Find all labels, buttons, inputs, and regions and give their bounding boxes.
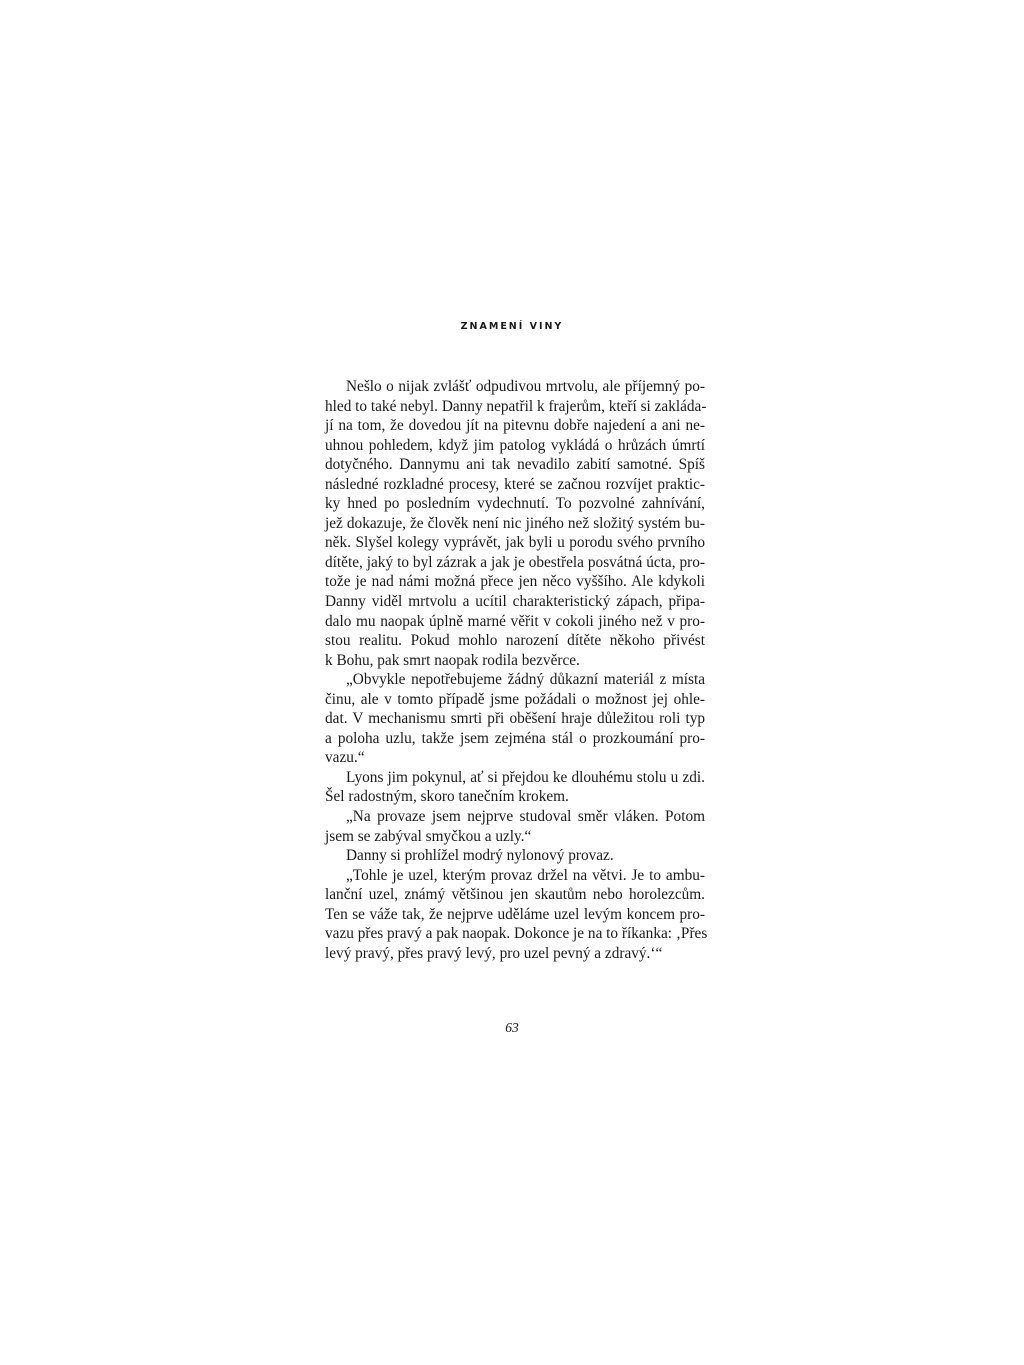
text-line: Danny viděl mrtvolu a ucítil charakteristický zápach, připa- <box>325 593 705 611</box>
text-line: dalo mu naopak úplně marné věřit v cokoli jiného než v pro- <box>325 612 705 630</box>
text-line: následné rozkladné procesy, které se začnou rozvíjet praktic- <box>325 475 705 493</box>
text-line: Ten se váže tak, že nejprve uděláme uzel levým koncem pro- <box>325 905 705 923</box>
text-line: jež dokazuje, že člověk není nic jiného než složitý systém bu- <box>325 514 705 532</box>
text-line: Lyons jim pokynul, ať si přejdou ke dlouhému stolu u zdi. <box>346 768 705 786</box>
text-line: a poloha uzlu, takže jsem zejména stál o prozkoumání pro- <box>325 729 705 747</box>
text-line: něk. Slyšel kolegy vyprávět, jak byli u porodu svého prvního <box>325 534 705 552</box>
text-line: „Na provaze jsem nejprve studoval směr vláken. Potom <box>346 808 705 826</box>
text-line: levý pravý, přes pravý levý, pro uzel pevný a zdravý.‘“ <box>325 944 663 962</box>
text-line: dotyčného. Dannymu ani tak nevadilo zabití samotné. Spíš <box>325 456 705 474</box>
text-line: dítěte, jaký to byl zázrak a jak je obestřela posvátná úcta, pro- <box>325 553 705 571</box>
text-line: stou realitu. Pokud mohlo narození dítěte někoho přivést <box>325 632 705 650</box>
text-line: tože je nad námi možná přece jen něco vyššího. Ale kdykoli <box>325 573 705 591</box>
running-head: ZNAMENÍ VINY <box>460 321 564 332</box>
text-line: činu, ale v tomto případě jsme požádali o možnost jej ohle- <box>325 690 705 708</box>
text-line: jsem se zabýval smyčkou a uzly.“ <box>325 827 532 845</box>
text-line: k Bohu, pak smrt naopak rodila bezvěrce. <box>325 651 580 669</box>
page-number: 63 <box>505 1020 519 1035</box>
text-line: Danny si prohlížel modrý nylonový provaz. <box>346 847 614 865</box>
text-line: hled to také nebyl. Danny nepatřil k frajerům, kteří si zakláda- <box>325 397 707 415</box>
text-line: Nešlo o nijak zvlášť odpudivou mrtvolu, ale příjemný po- <box>346 378 705 395</box>
body-text <box>325 377 708 963</box>
text-line: uhnou pohledem, když jim patolog vykládá o hrůzách úmrtí <box>325 436 705 454</box>
text-line: „Tohle je uzel, kterým provaz držel na větvi. Je to ambu- <box>346 866 705 884</box>
text-line: vazu.“ <box>325 749 365 767</box>
text-line: vazu přes pravý a pak naopak. Dokonce je na to říkanka: ‚Přes <box>325 925 708 943</box>
text-line: „Obvykle nepotřebujeme žádný důkazní materiál z místa <box>346 671 705 689</box>
text-line: dat. V mechanismu smrti při oběšení hraje důležitou roli typ <box>325 710 705 728</box>
text-line: lanční uzel, známý většinou jen skautům nebo horolezcům. <box>325 886 705 904</box>
text-line: jí na tom, že dovedou jít na pitevnu dobře najedení a ani ne- <box>325 417 705 435</box>
text-line: ky hned po posledním vydechnutí. To pozvolné zahnívání, <box>325 495 705 513</box>
text-line: Šel radostným, skoro tanečním krokem. <box>325 788 569 806</box>
